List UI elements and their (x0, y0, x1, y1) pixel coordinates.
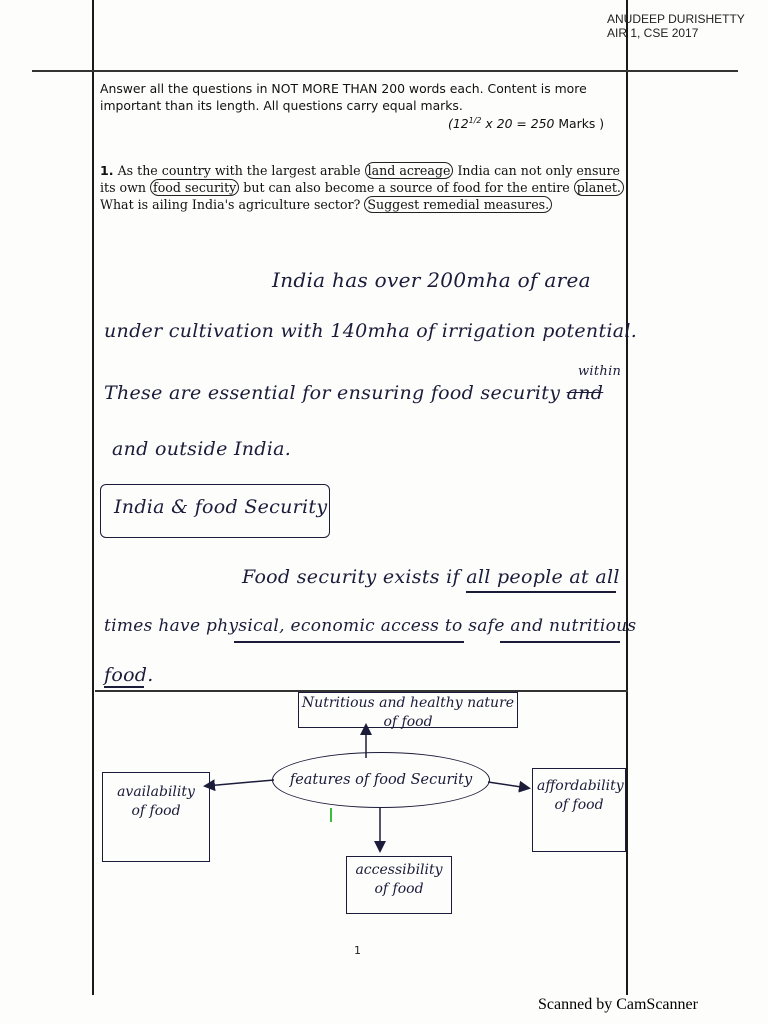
diagram-top-box: Nutritious and healthy nature of food (298, 692, 518, 728)
diagram-center-ellipse: features of food Security (272, 752, 490, 808)
diagram-bottom-box: accessibility of food (346, 856, 452, 914)
arrow-left (206, 780, 274, 786)
marks-rest: x 20 = 250 (481, 116, 555, 132)
circled-food-security: food security (150, 179, 239, 196)
arrow-right (488, 782, 528, 788)
author-name: ANUDEEP DURISHETTY (607, 12, 745, 26)
answer-line-6: times have physical, economic access to safe and nutritious (104, 616, 637, 636)
question-number: 1. (100, 163, 114, 178)
answer-line-7: food. (104, 664, 154, 686)
question-text-4: What is ailing India's agriculture sector? (100, 197, 361, 212)
answer-line-2: under cultivation with 140mha of irrigation potential. (104, 320, 638, 342)
marks-formula: (12 (448, 116, 469, 132)
circled-land-acreage: land acreage (365, 162, 454, 179)
answer-line-1: India has over 200mha of area (272, 268, 591, 292)
question-text-3: but can also become a source of food for the entire (243, 180, 570, 195)
diagram-right-box: affordability of food (532, 768, 626, 852)
author-rank: AIR 1, CSE 2017 (607, 26, 699, 40)
instructions-text: Answer all the questions in NOT MORE THAN 200 words each. Content is more important than its length. All questions carry equal marks. (100, 81, 587, 113)
marks-label: Marks ) (554, 116, 605, 132)
page-number: 1 (354, 944, 361, 957)
question-text-1: As the country with the largest arable (117, 163, 361, 178)
text-cursor-mark (330, 808, 332, 822)
circled-planet: planet. (574, 179, 624, 196)
diagram-left-box: availability of food (102, 772, 210, 862)
section-heading: India & food Security (114, 496, 328, 518)
question-text-2: India can not only ensure its own (100, 163, 621, 195)
answer-line-4: and outside India. (112, 438, 292, 460)
marks-sup: 1/2 (468, 116, 482, 125)
scanner-watermark: Scanned by CamScanner (538, 996, 698, 1013)
answer-line-3-text: These are essential for ensuring food security (104, 382, 561, 404)
circled-remedial-measures: Suggest remedial measures. (364, 196, 552, 213)
answer-line-5: Food security exists if all people at all (242, 566, 620, 588)
struck-word: and (566, 382, 604, 404)
inserted-word: within (578, 364, 622, 379)
